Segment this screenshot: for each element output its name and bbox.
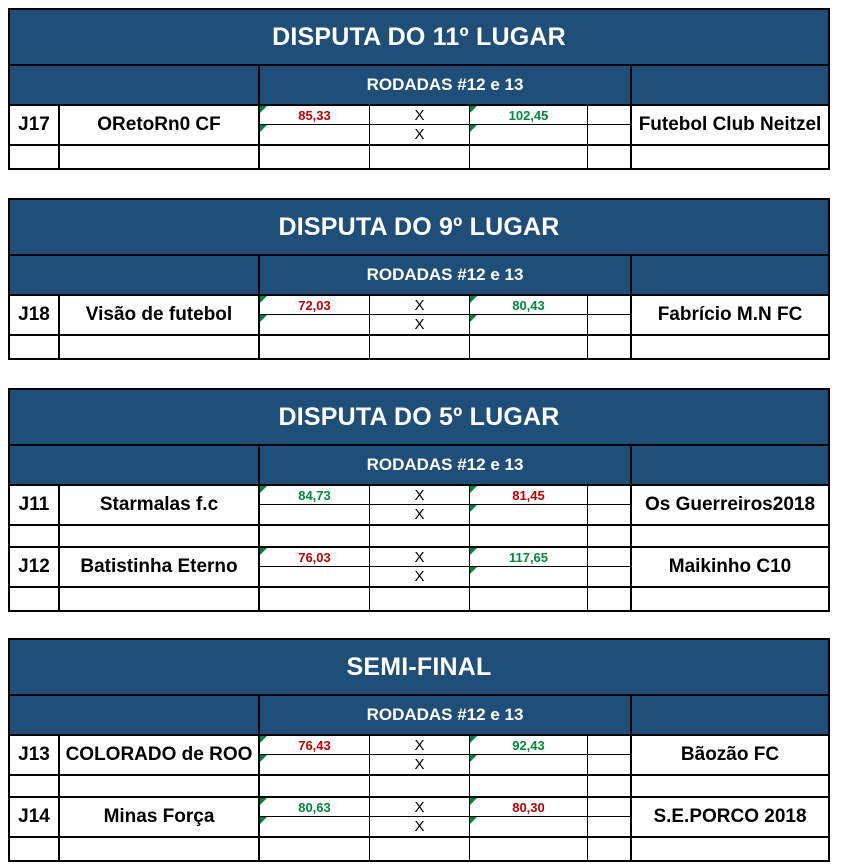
spacer-score-away-cell xyxy=(470,588,588,610)
comment-indicator-icon xyxy=(470,315,477,322)
score-line-leg2 xyxy=(260,125,630,144)
score-separator-leg1: X xyxy=(370,736,470,754)
score-separator-leg1: X xyxy=(370,106,470,124)
spacer-score-x-cell xyxy=(370,146,470,168)
table-row[interactable] xyxy=(10,486,828,526)
comment-indicator-icon xyxy=(470,106,477,113)
score-home-leg1[interactable]: 84,73 xyxy=(260,486,370,504)
away-team-name: Os Guerreiros2018 xyxy=(644,494,816,515)
spacer-score-home-cell xyxy=(260,838,370,860)
round-header-row xyxy=(10,66,828,106)
home-team-name: Visão de futebol xyxy=(60,296,260,334)
match-code: J17 xyxy=(10,106,60,144)
score-home-leg1[interactable]: 80,63 xyxy=(260,798,370,816)
score-separator-leg1: X xyxy=(370,486,470,504)
score-line-leg2 xyxy=(260,567,630,586)
comment-indicator-icon xyxy=(260,736,267,743)
spacer-code-cell xyxy=(10,146,60,168)
comment-indicator-icon xyxy=(260,296,267,303)
spacer-row xyxy=(10,526,828,548)
match-code: J11 xyxy=(10,486,60,524)
away-team-name: Futebol Club Neitzel xyxy=(638,114,822,135)
score-away-leg2[interactable] xyxy=(470,755,588,774)
score-line-leg1 xyxy=(260,798,630,817)
score-separator-leg2: X xyxy=(370,755,470,774)
round-header-right-spacer xyxy=(632,256,828,294)
comment-indicator-icon xyxy=(470,548,477,555)
round-header-row xyxy=(10,256,828,296)
score-line-leg1 xyxy=(260,548,630,567)
score-line-leg2 xyxy=(260,755,630,774)
spacer-away-cell xyxy=(632,588,828,610)
spacer-score-pad-cell xyxy=(588,336,632,358)
spacer-score-home-cell xyxy=(260,336,370,358)
score-separator-leg1: X xyxy=(370,798,470,816)
round-header-right-spacer xyxy=(632,66,828,104)
score-away-leg1[interactable]: 80,30 xyxy=(470,798,588,816)
spacer-score-pad-cell xyxy=(588,526,632,546)
round-header-left-spacer xyxy=(10,256,260,294)
spacer-score-home-cell xyxy=(260,526,370,546)
score-block xyxy=(260,736,632,774)
spacer-score-pad-cell xyxy=(588,776,632,796)
comment-indicator-icon xyxy=(470,567,477,574)
score-away-leg1[interactable]: 117,65 xyxy=(470,548,588,566)
score-away-leg2[interactable] xyxy=(470,567,588,586)
score-home-leg1[interactable]: 76,43 xyxy=(260,736,370,754)
spacer-row xyxy=(10,838,828,860)
round-header-label: RODADAS #12 e 13 xyxy=(260,446,632,484)
spacer-score-pad-cell xyxy=(588,588,632,610)
comment-indicator-icon xyxy=(260,798,267,805)
round-header-left-spacer xyxy=(10,696,260,734)
bracket-section-5th-place xyxy=(8,388,830,612)
score-block xyxy=(260,486,632,524)
match-code: J14 xyxy=(10,798,60,836)
score-separator-leg2: X xyxy=(370,505,470,524)
score-separator-leg2: X xyxy=(370,125,470,144)
spacer-home-cell xyxy=(60,336,260,358)
section-title: DISPUTA DO 5º LUGAR xyxy=(10,390,828,446)
section-title: SEMI-FINAL xyxy=(10,640,828,696)
spacer-row xyxy=(10,146,828,168)
round-header-left-spacer xyxy=(10,66,260,104)
spacer-row xyxy=(10,336,828,358)
score-away-leg2[interactable] xyxy=(470,505,588,524)
spacer-home-cell xyxy=(60,146,260,168)
spacer-score-x-cell xyxy=(370,336,470,358)
spacer-score-away-cell xyxy=(470,146,588,168)
score-pad-leg2 xyxy=(588,755,630,774)
score-pad-leg2 xyxy=(588,567,630,586)
spacer-away-cell xyxy=(632,146,828,168)
table-row[interactable] xyxy=(10,106,828,146)
spacer-away-cell xyxy=(632,838,828,860)
spacer-home-cell xyxy=(60,526,260,546)
score-separator-leg2: X xyxy=(370,315,470,334)
spacer-home-cell xyxy=(60,588,260,610)
spacer-code-cell xyxy=(10,776,60,796)
comment-indicator-icon xyxy=(260,125,267,132)
comment-indicator-icon xyxy=(470,755,477,762)
spacer-row xyxy=(10,588,828,610)
comment-indicator-icon xyxy=(470,798,477,805)
score-home-leg2[interactable] xyxy=(260,567,370,586)
spacer-score-x-cell xyxy=(370,776,470,796)
score-pad-leg1 xyxy=(588,486,630,504)
score-pad-leg1 xyxy=(588,548,630,566)
score-away-leg1[interactable]: 80,43 xyxy=(470,296,588,314)
score-home-leg1[interactable]: 72,03 xyxy=(260,296,370,314)
table-row[interactable] xyxy=(10,798,828,838)
spacer-score-pad-cell xyxy=(588,838,632,860)
score-away-leg1[interactable]: 102,45 xyxy=(470,106,588,124)
match-code: J13 xyxy=(10,736,60,774)
score-pad-leg1 xyxy=(588,736,630,754)
score-block xyxy=(260,548,632,586)
score-away-leg2[interactable] xyxy=(470,125,588,144)
round-header-label: RODADAS #12 e 13 xyxy=(260,696,632,734)
score-line-leg2 xyxy=(260,817,630,836)
table-row[interactable] xyxy=(10,736,828,776)
round-header-label: RODADAS #12 e 13 xyxy=(260,66,632,104)
comment-indicator-icon xyxy=(470,125,477,132)
score-home-leg2[interactable] xyxy=(260,755,370,774)
comment-indicator-icon xyxy=(470,486,477,493)
home-team-name: Starmalas f.c xyxy=(60,486,260,524)
spacer-away-cell xyxy=(632,776,828,796)
score-separator-leg1: X xyxy=(370,296,470,314)
score-pad-leg1 xyxy=(588,106,630,124)
spacer-score-x-cell xyxy=(370,588,470,610)
section-title: DISPUTA DO 9º LUGAR xyxy=(10,200,828,256)
score-away-leg2[interactable] xyxy=(470,315,588,334)
spacer-score-x-cell xyxy=(370,838,470,860)
home-team-name: Batistinha Eterno xyxy=(60,548,260,586)
comment-indicator-icon xyxy=(470,817,477,824)
spacer-score-away-cell xyxy=(470,838,588,860)
spacer-score-home-cell xyxy=(260,146,370,168)
spacer-score-home-cell xyxy=(260,776,370,796)
away-team-name: S.E.PORCO 2018 xyxy=(653,806,807,827)
round-header-right-spacer xyxy=(632,446,828,484)
score-line-leg2 xyxy=(260,315,630,334)
score-home-leg2[interactable] xyxy=(260,505,370,524)
score-line-leg1 xyxy=(260,486,630,505)
round-header-label: RODADAS #12 e 13 xyxy=(260,256,632,294)
home-team-name: Minas Força xyxy=(60,798,260,836)
comment-indicator-icon xyxy=(470,736,477,743)
spacer-row xyxy=(10,776,828,798)
bracket-section-11th-place xyxy=(8,8,830,170)
score-home-leg2[interactable] xyxy=(260,817,370,836)
score-block xyxy=(260,106,632,144)
home-team-name: COLORADO de ROO xyxy=(60,736,260,774)
score-separator-leg2: X xyxy=(370,567,470,586)
round-header-row xyxy=(10,446,828,486)
bracket-section-semifinal xyxy=(8,638,830,862)
spacer-score-pad-cell xyxy=(588,146,632,168)
score-pad-leg2 xyxy=(588,315,630,334)
score-line-leg1 xyxy=(260,736,630,755)
match-code: J12 xyxy=(10,548,60,586)
score-separator-leg1: X xyxy=(370,548,470,566)
spacer-code-cell xyxy=(10,526,60,546)
spacer-home-cell xyxy=(60,776,260,796)
score-home-leg2[interactable] xyxy=(260,315,370,334)
spacer-home-cell xyxy=(60,838,260,860)
table-row[interactable] xyxy=(10,296,828,336)
score-block xyxy=(260,296,632,334)
spacer-away-cell xyxy=(632,336,828,358)
score-pad-leg1 xyxy=(588,798,630,816)
score-home-leg1[interactable]: 76,03 xyxy=(260,548,370,566)
score-line-leg1 xyxy=(260,296,630,315)
comment-indicator-icon xyxy=(260,755,267,762)
comment-indicator-icon xyxy=(260,548,267,555)
table-row[interactable] xyxy=(10,548,828,588)
round-header-right-spacer xyxy=(632,696,828,734)
bracket-section-9th-place xyxy=(8,198,830,360)
spacer-score-x-cell xyxy=(370,526,470,546)
spacer-code-cell xyxy=(10,838,60,860)
score-away-leg1[interactable]: 92,43 xyxy=(470,736,588,754)
round-header-left-spacer xyxy=(10,446,260,484)
spacer-score-away-cell xyxy=(470,336,588,358)
home-team-name: ORetoRn0 CF xyxy=(60,106,260,144)
spacer-code-cell xyxy=(10,336,60,358)
score-home-leg2[interactable] xyxy=(260,125,370,144)
comment-indicator-icon xyxy=(260,817,267,824)
spacer-score-away-cell xyxy=(470,526,588,546)
away-team-name: Bãozão FC xyxy=(680,744,780,765)
match-code: J18 xyxy=(10,296,60,334)
round-header-row xyxy=(10,696,828,736)
spacer-score-away-cell xyxy=(470,776,588,796)
spacer-code-cell xyxy=(10,588,60,610)
spacer-score-home-cell xyxy=(260,588,370,610)
comment-indicator-icon xyxy=(260,106,267,113)
score-line-leg1 xyxy=(260,106,630,125)
score-pad-leg1 xyxy=(588,296,630,314)
section-title: DISPUTA DO 11º LUGAR xyxy=(10,10,828,66)
score-line-leg2 xyxy=(260,505,630,524)
away-team-name: Fabrício M.N FC xyxy=(657,304,803,325)
spacer-away-cell xyxy=(632,526,828,546)
score-away-leg2[interactable] xyxy=(470,817,588,836)
comment-indicator-icon xyxy=(470,505,477,512)
score-separator-leg2: X xyxy=(370,817,470,836)
score-pad-leg2 xyxy=(588,817,630,836)
score-block xyxy=(260,798,632,836)
score-away-leg1[interactable]: 81,45 xyxy=(470,486,588,504)
score-pad-leg2 xyxy=(588,125,630,144)
comment-indicator-icon xyxy=(260,315,267,322)
score-pad-leg2 xyxy=(588,505,630,524)
comment-indicator-icon xyxy=(260,486,267,493)
away-team-name: Maikinho C10 xyxy=(668,556,792,577)
comment-indicator-icon xyxy=(470,296,477,303)
score-home-leg1[interactable]: 85,33 xyxy=(260,106,370,124)
